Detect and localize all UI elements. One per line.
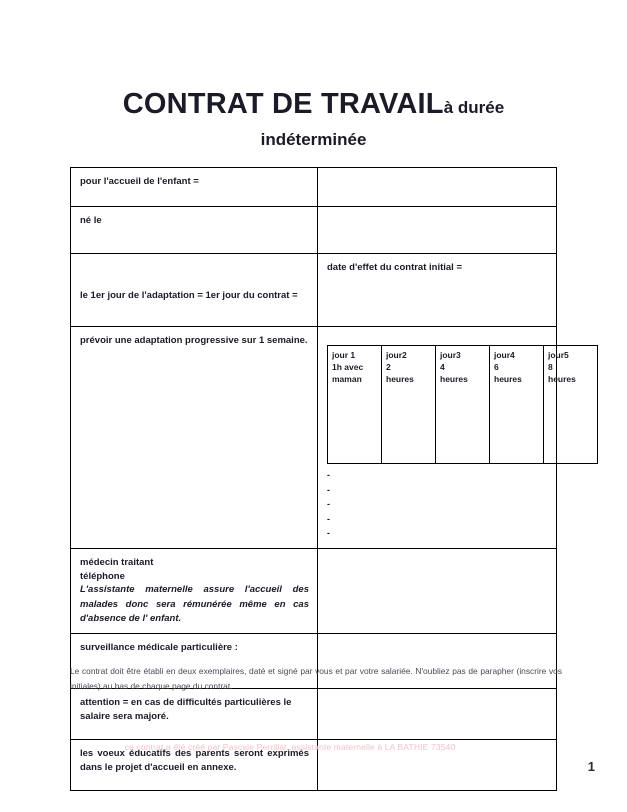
day-5-line-3: heures xyxy=(548,374,576,385)
row-label-premier-jour-adaptation-text: le 1er jour de l'adaptation = 1er jour du contrat = xyxy=(80,290,298,302)
date-effet-label: date d'effet du contrat initial = xyxy=(327,262,463,273)
title-main-text: CONTRAT DE TRAVAIL xyxy=(122,88,444,120)
document-credit-line: ce contrat a été créé par Pascale Perrillat, assistante maternelle à LA BATHIE 73540 xyxy=(124,742,456,752)
row-label-accueil-enfant: pour l'accueil de l'enfant = xyxy=(71,168,318,207)
row-value-attention-difficultes[interactable] xyxy=(318,689,557,740)
row-value-days-schedule[interactable] xyxy=(318,327,576,549)
title-second-line: indéterminée xyxy=(260,130,367,149)
day-2-line-3: heures xyxy=(386,374,414,385)
list-item[interactable]: - xyxy=(327,499,330,510)
row-label-adaptation-progressive-text: prévoir une adaptation progressive sur 1 semaine. xyxy=(80,335,308,346)
table-row xyxy=(71,327,557,549)
list-item[interactable]: - xyxy=(327,528,330,539)
row-value-medecin-traitant[interactable] xyxy=(318,548,557,633)
medecin-traitant-label: médecin traitant xyxy=(80,556,154,568)
page-number: 1 xyxy=(587,759,595,774)
day-cell-3[interactable] xyxy=(436,346,490,464)
table-row xyxy=(71,689,557,740)
day-3-line-3: heures xyxy=(440,374,468,385)
medecin-traitant-note: L'assistante maternelle assure l'accueil des malades donc sera rémunérée même en cas d'absence de l' enfant. xyxy=(80,584,309,624)
day-4-line-1: jour4 xyxy=(494,350,515,360)
row-label-ne-le: né le xyxy=(71,207,318,254)
contract-table xyxy=(70,167,576,791)
day-2-line-2: 2 xyxy=(386,362,391,373)
day-cell-2[interactable] xyxy=(382,346,436,464)
footer-instruction-note: Le contrat doit être établi en deux exemplaires, daté et signé par vous et par votre salariée. N'oubliez pas de parapher (inscrire vos initiales) au bas de chaque page du contrat. xyxy=(70,666,562,691)
table-row xyxy=(71,254,557,327)
days-dash-list xyxy=(327,468,548,541)
day-3-line-1: jour3 xyxy=(440,350,461,360)
day-4-line-2: 6 xyxy=(494,362,499,373)
table-row xyxy=(71,168,557,207)
page-title xyxy=(0,88,627,121)
row-label-attention-difficultes xyxy=(71,689,318,740)
days-table xyxy=(327,345,598,464)
day-1-line-2: 1h avec xyxy=(332,362,364,373)
row-label-attention-difficultes-text: attention = en cas de difficultés particulières le salaire sera majoré. xyxy=(80,697,292,722)
days-table-header-row xyxy=(328,346,598,464)
list-item[interactable]: - xyxy=(327,513,330,524)
days-table-wrapper xyxy=(327,334,576,541)
day-cell-4[interactable] xyxy=(490,346,544,464)
day-5-line-2: 8 xyxy=(548,362,553,373)
day-3-line-2: 4 xyxy=(440,362,445,373)
day-2-line-1: jour2 xyxy=(386,350,407,360)
day-5-line-1: jour5 xyxy=(548,350,569,360)
row-label-premier-jour-adaptation xyxy=(71,254,318,327)
row-value-ne-le[interactable] xyxy=(318,207,557,254)
document-title-block xyxy=(0,88,627,150)
day-1-line-3: maman xyxy=(332,374,362,385)
telephone-label: téléphone xyxy=(80,570,125,582)
row-label-adaptation-progressive xyxy=(71,327,318,549)
list-item[interactable]: - xyxy=(327,470,330,480)
day-1-line-1: jour 1 xyxy=(332,350,356,360)
day-4-line-3: heures xyxy=(494,374,522,385)
row-label-voeux-educatifs-text: les voeux éducatifs des parents seront exprimés dans le projet d'accueil en annexe. xyxy=(80,748,309,773)
table-row xyxy=(71,207,557,254)
day-cell-5[interactable] xyxy=(544,346,598,464)
list-item[interactable]: - xyxy=(327,484,330,495)
table-row xyxy=(71,548,557,633)
row-label-medecin-traitant xyxy=(71,548,318,633)
row-value-accueil-enfant[interactable] xyxy=(318,168,557,207)
row-label-surveillance-medicale: surveillance médicale particulière : xyxy=(71,634,318,689)
title-suffix-text: à durée xyxy=(443,98,505,117)
day-cell-1[interactable] xyxy=(328,346,382,464)
row-value-date-effet-contrat[interactable] xyxy=(318,254,557,327)
